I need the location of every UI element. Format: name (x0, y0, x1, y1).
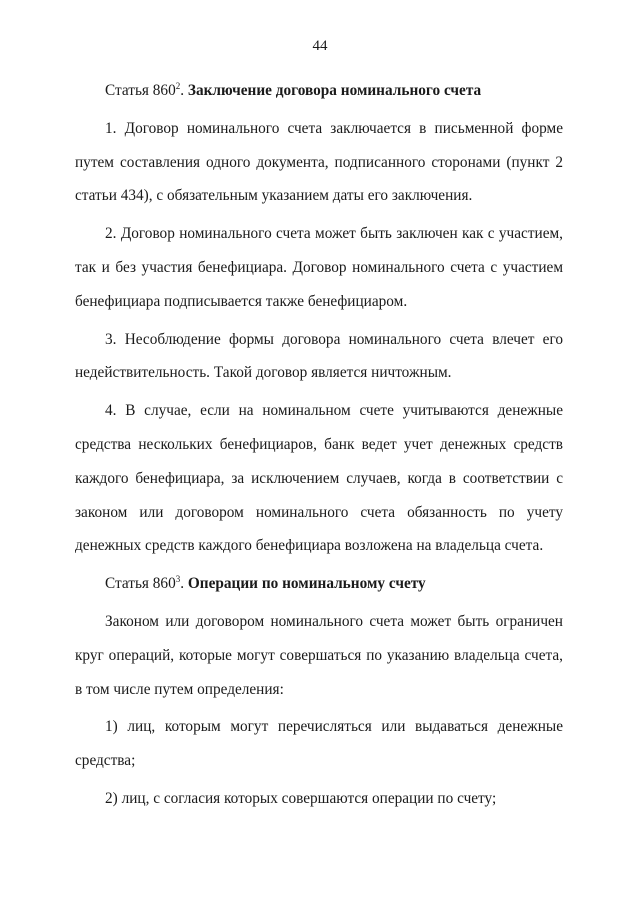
paragraph: 1. Договор номинального счета заключается в письменной форме путем составления одного документа, подписанного сторонами (пункт 2 статьи 434), с обязательным указанием даты его заключения. (75, 119, 563, 205)
article-heading-860-2 (75, 74, 563, 108)
paragraph: 3. Несоблюдение формы договора номинального счета влечет его недействительность. Такой договор является ничтожным. (75, 330, 563, 382)
article-number: Статья $860^2$. (105, 80, 185, 99)
article-heading-860-3 (75, 567, 563, 601)
article-title: Операции по номинальному счету (187, 575, 426, 593)
paragraph: 4. В случае, если на номинальном счете учитываются денежные средства нескольких бенефициаров, банк ведет учет денежных средств каждого бенефициара, за исключением случаев, когда в соответствии с законом или договором номинального счета обязанность по учету денежных средств каждого бенефициара возложена на владельца счета. (75, 402, 563, 555)
paragraph: 2) лиц, с согласия которых совершаются операции по счету; (105, 789, 497, 807)
article-title: Заключение договора номинального счета (187, 82, 482, 99)
document-body (75, 70, 563, 816)
page-number: 44 (312, 38, 328, 54)
paragraph: 2. Договор номинального счета может быть заключен как с участием, так и без участия бенефициара. Договор номинального счета с участием бенефициара подписывается также бенефициаром. (75, 225, 563, 310)
paragraph: 1) лиц, которым могут перечисляться или выдаваться денежные средства; (75, 718, 563, 770)
paragraph: Законом или договором номинального счета может быть ограничен круг операций, которые могут совершаться по указанию владельца счета, в том числе путем определения: (75, 612, 563, 698)
article-number: Статья $860^3$. (105, 574, 185, 593)
